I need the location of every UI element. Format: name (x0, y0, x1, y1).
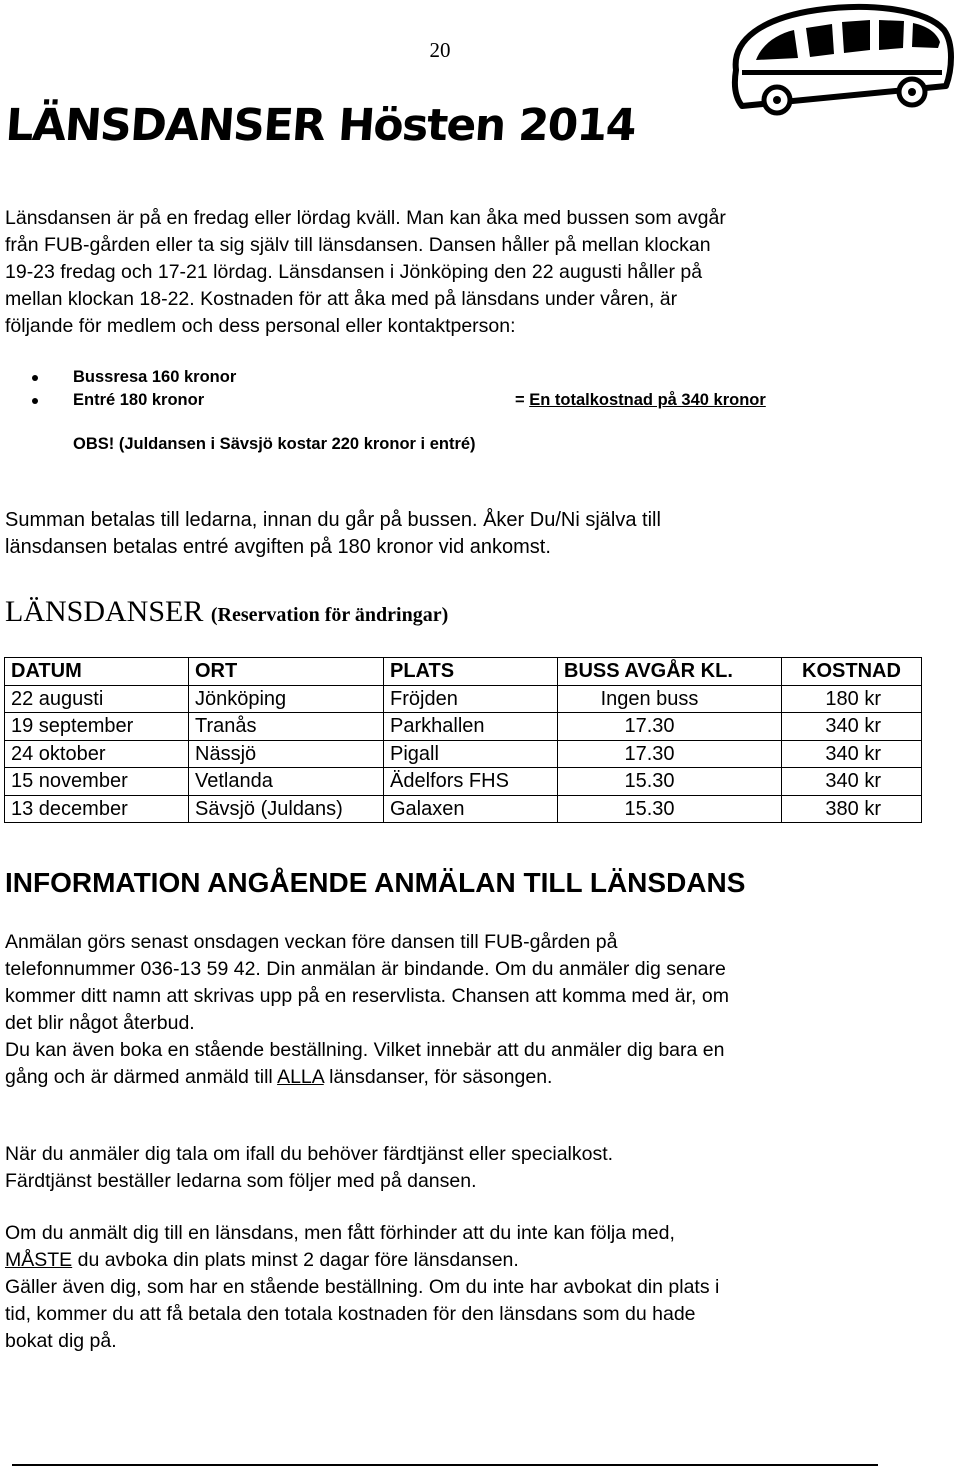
cell-venue: Fröjden (384, 685, 558, 713)
info-emphasis-alla: ALLA (277, 1066, 324, 1088)
cell-place: Jönköping (189, 685, 384, 713)
cell-place: Tranås (189, 713, 384, 741)
cell-venue: Ädelfors FHS (384, 768, 558, 796)
column-header-place: ORT (189, 658, 384, 686)
cost-total (515, 389, 766, 412)
cell-date: 19 september (5, 713, 189, 741)
bullet-icon (32, 398, 38, 404)
cell-departure: Ingen buss (558, 685, 782, 713)
bus-icon (722, 0, 960, 122)
cost-total-prefix: = (515, 391, 530, 409)
info-line: Färdtjänst beställer ledarna som följer med på dansen. (5, 1170, 477, 1192)
payment-line: Summan betalas till ledarna, innan du går på bussen. Åker Du/Ni själva till (5, 509, 661, 531)
cell-cost: 180 kr (782, 685, 922, 713)
cell-place: Nässjö (189, 740, 384, 768)
cost-item-entry (0, 389, 900, 412)
cell-departure: 15.30 (558, 795, 782, 823)
info-line: Om du anmält dig till en länsdans, men fått förhinder att du inte kan följa med, (5, 1222, 675, 1244)
cell-date: 13 december (5, 795, 189, 823)
cell-cost: 340 kr (782, 740, 922, 768)
info-line: bokat dig på. (5, 1330, 117, 1352)
cell-place: Sävsjö (Juldans) (189, 795, 384, 823)
info-line: kommer ditt namn att skrivas upp på en reservlista. Chansen att komma med är, om (5, 985, 729, 1007)
obs-note: OBS! (Juldansen i Sävsjö kostar 220 kronor i entré) (73, 435, 476, 453)
cell-date: 22 augusti (5, 685, 189, 713)
info-emphasis-maste: MÅSTE (5, 1249, 73, 1271)
table-row (5, 795, 922, 823)
schedule-table (4, 657, 922, 823)
cell-date: 24 oktober (5, 740, 189, 768)
intro-line: mellan klockan 18-22. Kostnaden för att åka med på länsdans under våren, är (5, 288, 678, 310)
cell-place: Vetlanda (189, 768, 384, 796)
info-line: Anmälan görs senast onsdagen veckan före dansen till FUB-gården på (5, 931, 618, 953)
cell-departure: 17.30 (558, 740, 782, 768)
column-header-departure: BUSS AVGÅR KL. (558, 658, 782, 686)
info-paragraph-cancellation (5, 1220, 885, 1355)
cell-venue: Parkhallen (384, 713, 558, 741)
intro-line: från FUB-gården eller ta sig själv till länsdansen. Dansen håller på mellan klockan (5, 234, 711, 256)
info-heading: INFORMATION ANGÅENDE ANMÄLAN TILL LÄNSDANS (5, 867, 746, 898)
info-line-part: gång och är därmed anmäld till (5, 1066, 278, 1088)
cell-date: 15 november (5, 768, 189, 796)
table-header-row (5, 658, 922, 686)
cost-total-amount: En totalkostnad på 340 kronor (529, 391, 766, 409)
payment-text (5, 507, 845, 561)
cost-bus-label: Bussresa 160 kronor (73, 368, 237, 386)
info-line (5, 1064, 885, 1091)
cell-departure: 15.30 (558, 768, 782, 796)
page-number: 20 (429, 38, 451, 62)
column-header-venue: PLATS (384, 658, 558, 686)
table-row (5, 768, 922, 796)
cell-departure: 17.30 (558, 713, 782, 741)
info-paragraph-registration (5, 929, 885, 1091)
info-line (5, 1247, 885, 1274)
info-line: Du kan även boka en stående beställning. Vilket innebär att du anmäler dig bara en (5, 1039, 725, 1061)
cell-cost: 340 kr (782, 768, 922, 796)
table-row (5, 685, 922, 713)
cell-cost: 380 kr (782, 795, 922, 823)
cell-venue: Pigall (384, 740, 558, 768)
info-line: tid, kommer du att få betala den totala kostnaden för den länsdans som du hade (5, 1303, 696, 1325)
schedule-heading-note: (Reservation för ändringar) (210, 604, 449, 626)
intro-line: Länsdansen är på en fredag eller lördag kväll. Man kan åka med bussen som avgår (5, 207, 726, 229)
info-line: Gäller även dig, som har en stående beställning. Om du inte har avbokat din plats i (5, 1276, 720, 1298)
intro-line: följande för medlem och dess personal eller kontaktperson: (5, 315, 516, 337)
info-line: När du anmäler dig tala om ifall du behöver färdtjänst eller specialkost. (5, 1143, 614, 1165)
page-title: LÄNSDANSER Hösten 2014 (4, 100, 637, 151)
cost-list (0, 366, 900, 412)
info-line: telefonnummer 036-13 59 42. Din anmälan är bindande. Om du anmäler dig senare (5, 958, 726, 980)
payment-line: länsdansen betalas entré avgiften på 180 kronor vid ankomst. (5, 536, 551, 558)
info-line-part: länsdanser, för säsongen. (323, 1066, 553, 1088)
schedule-heading (5, 595, 448, 629)
bottom-divider (12, 1464, 878, 1466)
info-line: det blir något återbud. (5, 1012, 195, 1034)
column-header-cost: KOSTNAD (782, 658, 922, 686)
table-row (5, 713, 922, 741)
cost-entry-label: Entré 180 kronor (73, 391, 205, 409)
bullet-icon (32, 375, 38, 381)
cost-item-bus (0, 366, 900, 389)
cell-cost: 340 kr (782, 713, 922, 741)
intro-text (5, 205, 845, 340)
cell-venue: Galaxen (384, 795, 558, 823)
info-line-part: du avboka din plats minst 2 dagar före länsdansen. (72, 1249, 519, 1271)
intro-line: 19-23 fredag och 17-21 lördag. Länsdansen i Jönköping den 22 augusti håller på (5, 261, 703, 283)
column-header-date: DATUM (5, 658, 189, 686)
schedule-heading-title: LÄNSDANSER (5, 595, 204, 628)
table-row (5, 740, 922, 768)
info-paragraph-transport (5, 1141, 885, 1195)
